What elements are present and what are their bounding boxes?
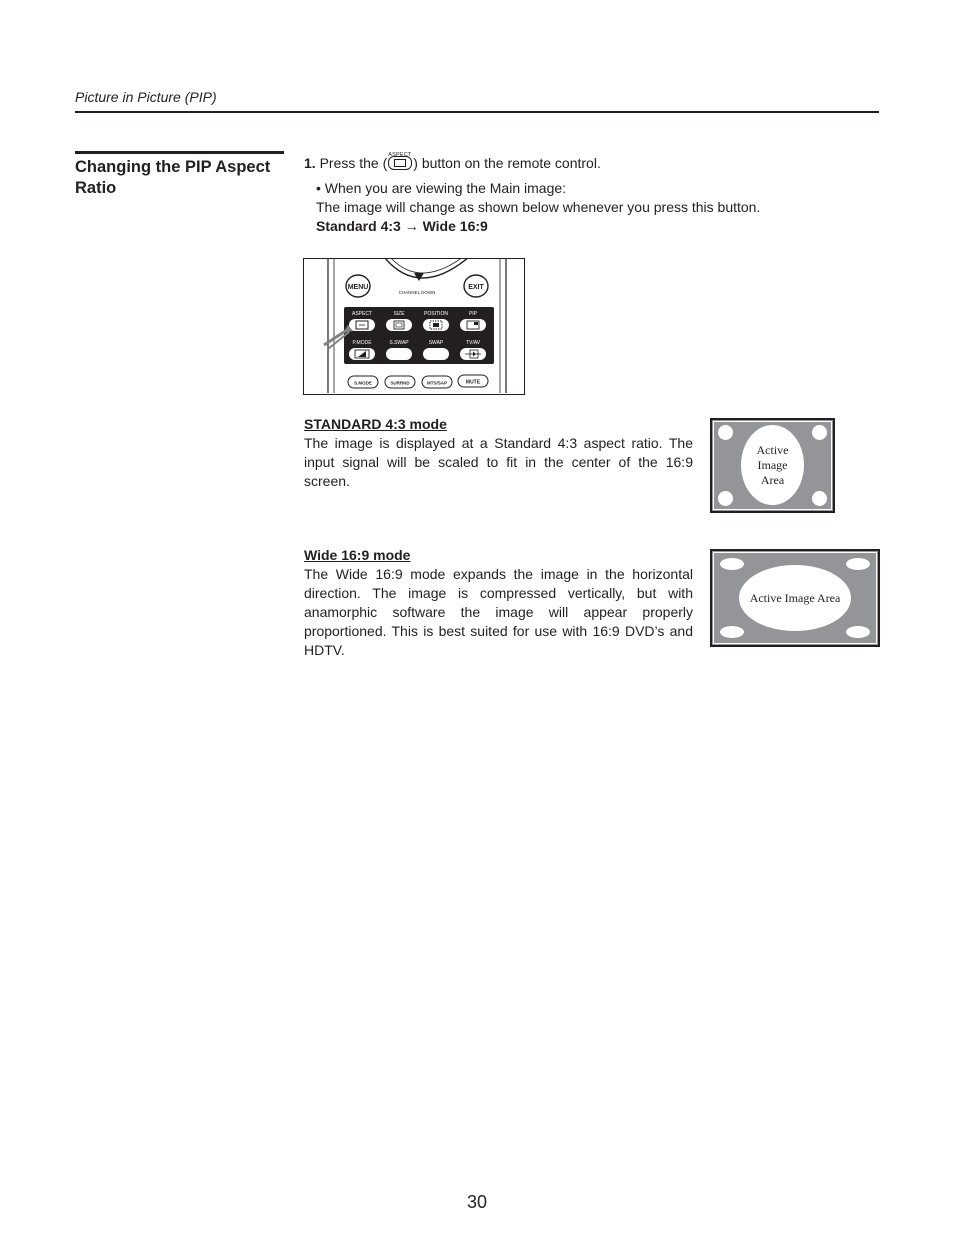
wide-mode-body: The Wide 16:9 mode expands the image in the horizontal direction. The image is compressed vertically, but with anamorphic software the image will appear properly proportioned. This is best suited for use with 16:9 DVD’s and HDTV. <box>304 566 693 658</box>
corner-dot <box>812 491 827 506</box>
corner-dot <box>812 425 827 440</box>
step-1 <box>304 154 601 172</box>
menu-button-label: MENU <box>347 284 369 291</box>
remote-row2-label: SWAP <box>428 340 444 346</box>
sidebar-heading: Changing the PIP Aspect Ratio <box>75 158 271 197</box>
step-text-before: Press the ( <box>319 155 388 171</box>
step-number: 1. <box>304 155 316 171</box>
remote-row1-label: ASPECT <box>351 311 373 317</box>
active-area-label-line: Area <box>760 472 785 487</box>
page-number: 30 <box>466 1192 488 1212</box>
corner-dot <box>846 626 870 638</box>
active-area-label: Active Image Area <box>749 590 841 605</box>
corner-dot <box>720 558 744 570</box>
wide-mode-title: Wide 16:9 mode <box>304 547 411 563</box>
corner-dot <box>720 626 744 638</box>
active-image-area <box>739 565 851 631</box>
corner-dot <box>718 491 733 506</box>
remote-bottom-label: SURRND <box>390 380 410 386</box>
channel-down-label: CHANNEL DOWN <box>398 290 436 295</box>
exit-button-label: EXIT <box>468 284 484 291</box>
remote-row1-label: SIZE <box>393 311 405 317</box>
corner-dot <box>718 425 733 440</box>
remote-row2-label: TV/AV <box>465 340 481 346</box>
section-header-title: Picture in Picture (PIP) <box>75 89 217 105</box>
header-rule <box>75 111 879 113</box>
aspect-button-caption: ASPECT <box>388 152 412 158</box>
sidebar-rule <box>75 151 284 154</box>
bullet-line-2: The image will change as shown below whenever you press this button. <box>316 199 761 215</box>
wide-screen-diagram <box>710 549 880 647</box>
bullet-line-1: • When you are viewing the Main image: <box>316 180 567 196</box>
remote-bottom-label: MTS/SAP <box>426 380 448 386</box>
aspect-sequence: Standard 4:3 → Wide 16:9 <box>316 218 488 234</box>
step-text-after: ) button on the remote control. <box>413 155 601 171</box>
corner-dot <box>846 558 870 570</box>
remote-control-illustration <box>303 258 525 395</box>
active-area-label-line: Active <box>756 442 789 457</box>
remote-row2-label: P.MODE <box>352 340 372 346</box>
bullet-note <box>316 179 836 236</box>
aspect-button-icon <box>388 152 412 170</box>
standard-screen-diagram <box>710 418 835 513</box>
active-area-label-line: Image <box>757 457 788 472</box>
standard-mode-body: The image is displayed at a Standard 4:3 aspect ratio. The input signal will be scaled to fit in the center of the 16:9 screen. <box>304 435 693 489</box>
active-image-area <box>741 425 804 505</box>
remote-row1-label: POSITION <box>424 311 448 317</box>
remote-bottom-label: S.MODE <box>354 380 372 386</box>
remote-row1-label: PIP <box>468 311 478 317</box>
remote-drawing <box>304 259 523 393</box>
remote-bottom-label: MUTE <box>465 379 481 386</box>
standard-mode-title: STANDARD 4:3 mode <box>304 416 447 432</box>
remote-row2-label: S.SWAP <box>389 340 409 346</box>
